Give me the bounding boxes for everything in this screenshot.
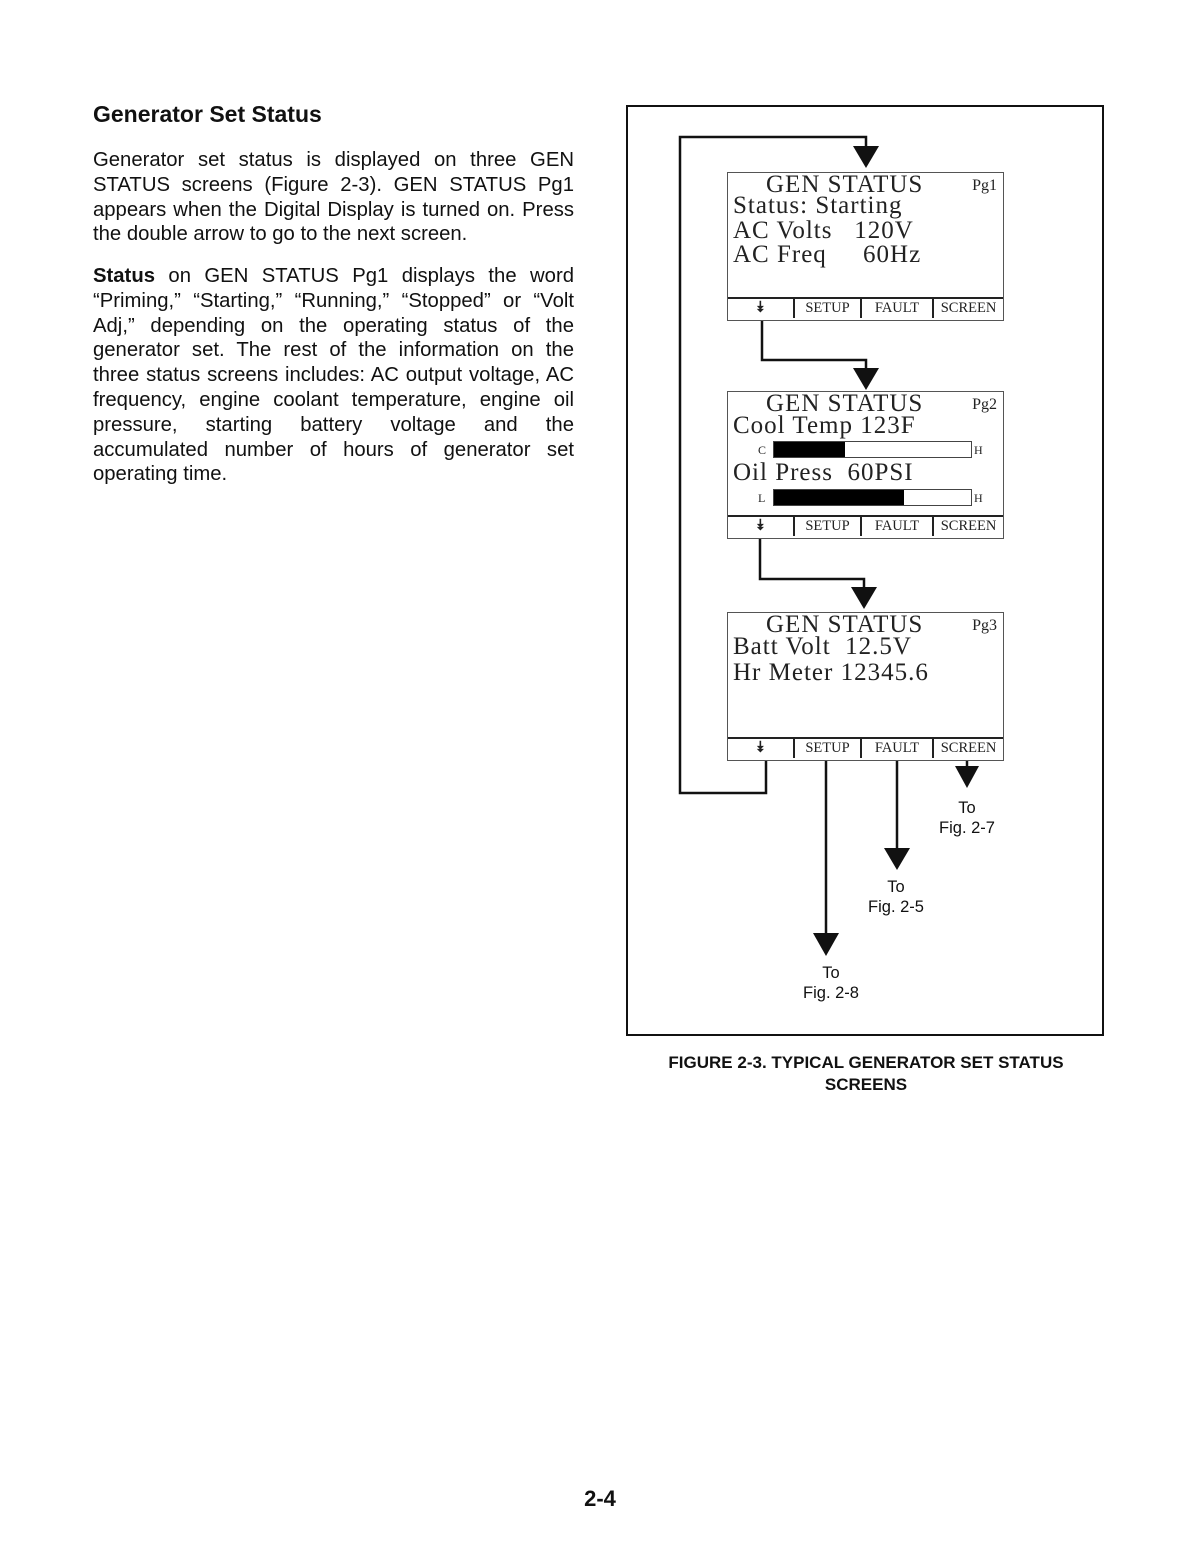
fault-destination-label xyxy=(856,877,936,917)
ac-volts-line: AC Volts 120V xyxy=(733,217,914,244)
coolant-gauge-high-label: H xyxy=(974,443,983,457)
screen-destination-figure: Fig. 2-7 xyxy=(939,819,995,837)
screen-menu xyxy=(728,515,1003,538)
oil-gauge-high-label: H xyxy=(974,491,983,505)
fault-destination-figure: Fig. 2-5 xyxy=(868,898,924,916)
figure-caption xyxy=(626,1052,1106,1096)
fault-button[interactable]: FAULT xyxy=(860,299,932,318)
figure-caption-line-2: SCREENS xyxy=(824,1075,908,1094)
double-arrow-button[interactable]: ⯯ xyxy=(755,300,765,316)
fault-button[interactable]: FAULT xyxy=(860,739,932,758)
ac-freq-line: AC Freq 60Hz xyxy=(733,241,922,268)
page-indicator: Pg3 xyxy=(972,617,997,634)
screen-title: GEN STATUS xyxy=(766,390,924,417)
arrow-to-pg2-icon xyxy=(853,368,879,390)
status-term: Status xyxy=(93,265,155,287)
arrow-to-pg1-icon xyxy=(853,146,879,168)
screen-menu xyxy=(728,737,1003,760)
arrow-to-fig-2-7-icon xyxy=(955,766,979,788)
oil-pressure-gauge xyxy=(773,489,972,506)
setup-button[interactable]: SETUP xyxy=(793,299,860,318)
setup-destination-figure: Fig. 2-8 xyxy=(803,984,859,1002)
arrow-to-fig-2-5-icon xyxy=(884,848,910,870)
status-line: Status: Starting xyxy=(733,192,903,219)
arrow-to-fig-2-8-icon xyxy=(813,933,839,956)
double-arrow-button[interactable]: ⯯ xyxy=(755,740,765,756)
fault-button[interactable]: FAULT xyxy=(860,517,932,536)
oil-pressure-line: Oil Press 60PSI xyxy=(733,459,914,486)
screen-button[interactable]: SCREEN xyxy=(932,299,1003,318)
screen-menu xyxy=(728,297,1003,320)
gen-status-pg2-screen xyxy=(727,391,1004,539)
section-heading: Generator Set Status xyxy=(93,101,322,127)
setup-button[interactable]: SETUP xyxy=(793,517,860,536)
screen-destination-label xyxy=(927,798,1007,838)
screen-button[interactable]: SCREEN xyxy=(932,517,1003,536)
oil-gauge-fill xyxy=(774,490,904,505)
fault-destination-to: To xyxy=(887,878,905,896)
status-description: on GEN STATUS Pg1 displays the word “Priming,” “Starting,” “Running,” “Stopped” or “Volt Adj,” depending on the operating status of the generator set. The rest of the information on the three status screens includes: AC output voltage, AC frequency, engine coolant temperature, engine oil pressure, starting battery voltage and the accumulated number of hours of generator set operating time. xyxy=(93,265,574,486)
arrow-to-pg3-icon xyxy=(851,587,877,609)
battery-volt-line: Batt Volt 12.5V xyxy=(733,633,912,660)
coolant-gauge-low-label: C xyxy=(758,443,767,457)
intro-paragraph: Generator set status is displayed on three GEN STATUS screens (Figure 2-3). GEN STATUS Pg1 appears when the Digital Display is turned on. Press the double arrow to go to the next screen. xyxy=(93,149,574,246)
hour-meter-line: Hr Meter 12345.6 xyxy=(733,659,929,686)
pg2-to-pg3-line xyxy=(760,539,864,590)
page-indicator: Pg2 xyxy=(972,396,997,413)
gen-status-pg3-screen xyxy=(727,612,1004,761)
figure-caption-line-1: FIGURE 2-3. TYPICAL GENERATOR SET STATUS xyxy=(668,1053,1064,1072)
pg1-to-pg2-line xyxy=(762,321,866,370)
screen-title: GEN STATUS xyxy=(766,171,924,198)
coolant-temp-gauge xyxy=(773,441,972,458)
setup-destination-to: To xyxy=(822,964,840,982)
screen-title: GEN STATUS xyxy=(766,611,924,638)
page-number: 2-4 xyxy=(584,1486,616,1511)
page-indicator: Pg1 xyxy=(972,177,997,194)
screen-destination-to: To xyxy=(958,799,976,817)
setup-destination-label xyxy=(791,963,871,1003)
coolant-temp-line: Cool Temp 123F xyxy=(733,412,916,439)
oil-gauge-low-label: L xyxy=(758,491,766,505)
screen-button[interactable]: SCREEN xyxy=(932,739,1003,758)
double-arrow-button[interactable]: ⯯ xyxy=(755,518,765,534)
setup-button[interactable]: SETUP xyxy=(793,739,860,758)
coolant-gauge-fill xyxy=(774,442,845,457)
gen-status-pg1-screen xyxy=(727,172,1004,321)
